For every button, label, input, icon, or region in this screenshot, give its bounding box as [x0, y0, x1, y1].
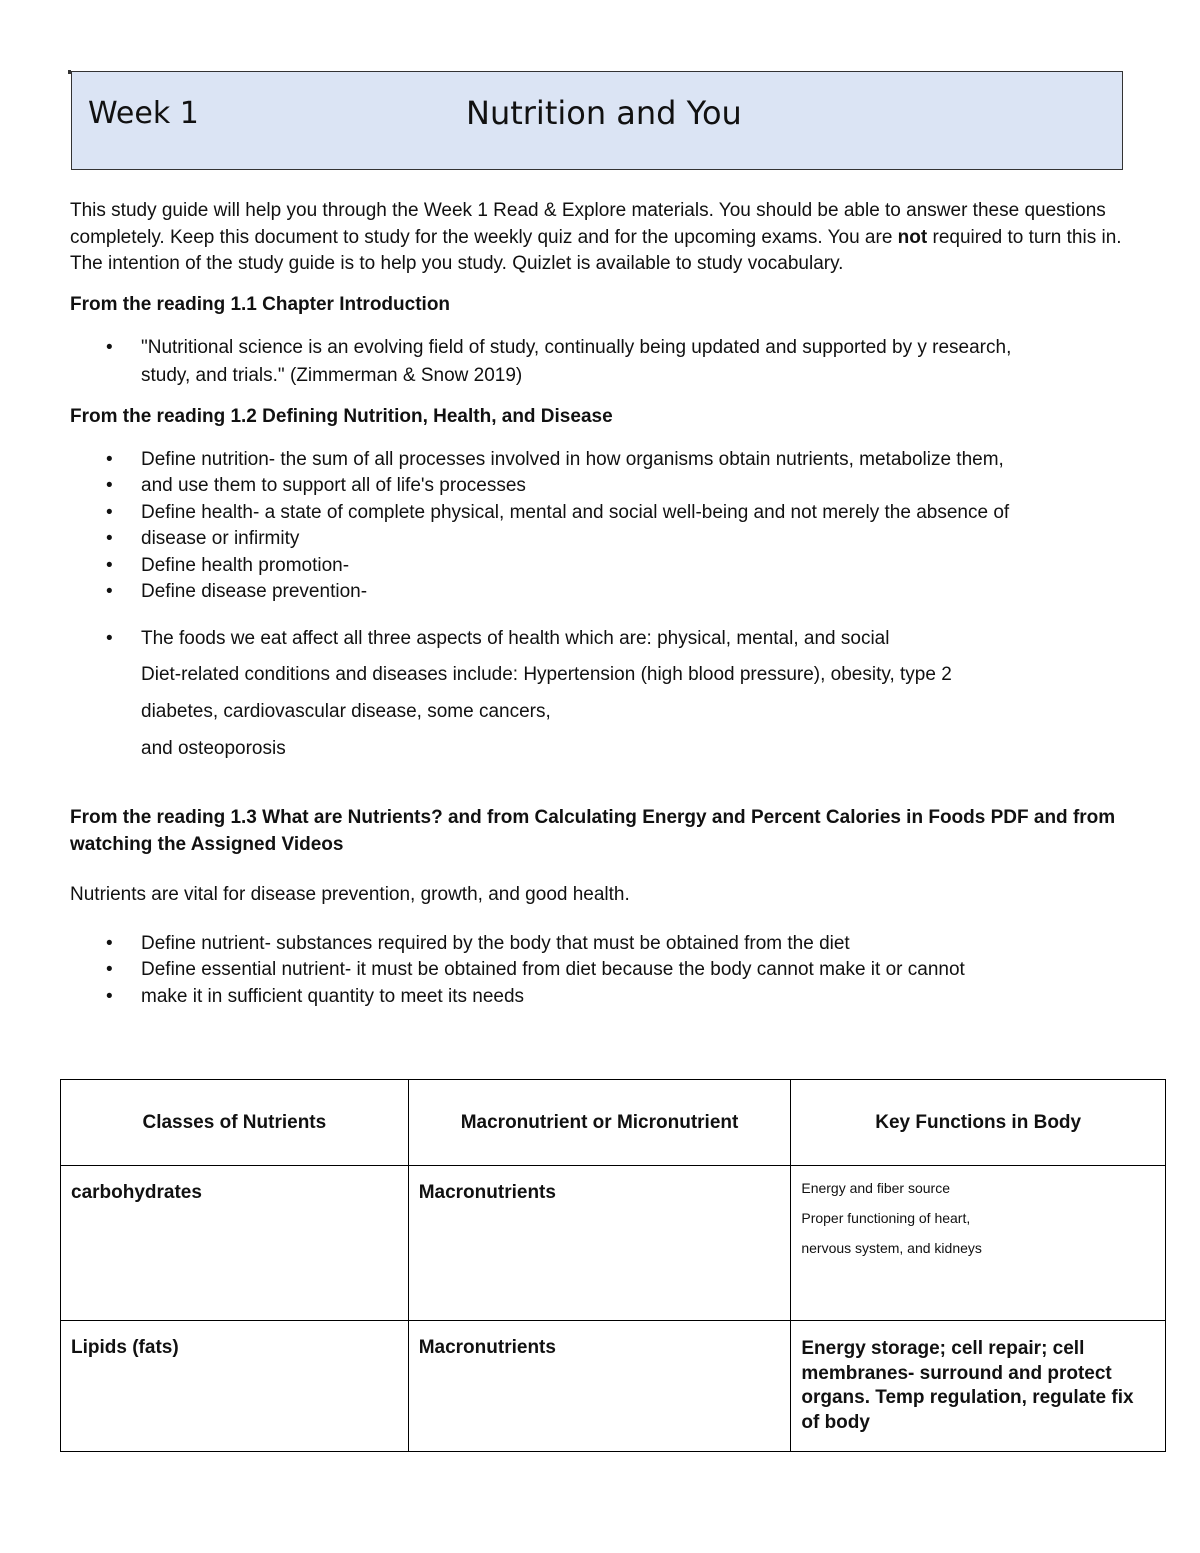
list-item: • The foods we eat affect all three aspects of health which are: physical, mental, and social — [70, 626, 1140, 653]
nutrients-paragraph: Nutrients are vital for disease prevention, growth, and good health. — [70, 884, 630, 905]
list-item: • Define health promotion- — [70, 553, 1140, 580]
intro-text-2: required to turn this in. The intention of the study guide is to help you study. Quizlet is available to study vocabulary. — [70, 226, 1122, 274]
function-line: Energy and fiber source — [801, 1180, 950, 1196]
function-line: nervous system, and kidneys — [801, 1240, 982, 1256]
list-item: • Define essential nutrient- it must be obtained from diet because the body cannot make it or cannot — [70, 957, 1140, 984]
document-body — [70, 198, 1140, 1010]
column-header: Key Functions in Body — [791, 1080, 1166, 1166]
table-row — [61, 1321, 1166, 1452]
section3-heading: From the reading 1.3 What are Nutrients? and from Calculating Energy and Percent Calories in Foods PDF and from watching the Assigned Videos — [70, 807, 1116, 855]
list-item: • and use them to support all of life's processes — [70, 473, 1140, 500]
section1-list — [70, 334, 1140, 390]
section2-list-2 — [70, 626, 1140, 653]
list-item: • Define health- a state of complete physical, mental and social well-being and not merely the absence of — [70, 500, 1140, 527]
list-item: • disease or infirmity — [70, 526, 1140, 553]
section2-heading: From the reading 1.2 Defining Nutrition, Health, and Disease — [70, 406, 613, 427]
table-header-row — [61, 1080, 1166, 1166]
column-header: Classes of Nutrients — [61, 1080, 409, 1166]
text-line: and osteoporosis — [141, 738, 286, 759]
table-row — [61, 1166, 1166, 1321]
table-cell: carbohydrates — [61, 1166, 409, 1321]
table-cell: Macronutrients — [408, 1166, 791, 1321]
nutrients-table — [60, 1079, 1166, 1452]
text-line: diabetes, cardiovascular disease, some cancers, — [141, 701, 551, 722]
list-item: • Define nutrition- the sum of all processes involved in how organisms obtain nutrients, metabolize them, — [70, 447, 1140, 474]
list-item: • Define nutrient- substances required by the body that must be obtained from the diet — [70, 931, 1140, 958]
section1-heading: From the reading 1.1 Chapter Introduction — [70, 293, 451, 315]
list-item: • Define disease prevention- — [70, 579, 1140, 606]
text-line: Diet-related conditions and diseases include: Hypertension (high blood pressure), obesity, type 2 — [141, 664, 952, 685]
list-item: • "Nutritional science is an evolving field of study, continually being updated and supported by y research, study, and trials." (Zimmerman & Snow 2019) — [70, 334, 1041, 390]
table-cell: Lipids (fats) — [61, 1321, 409, 1452]
function-line: Proper functioning of heart, — [801, 1210, 971, 1226]
section3-list — [70, 931, 1140, 1011]
list-item: • make it in sufficient quantity to meet its needs — [70, 984, 1140, 1011]
page-title: Nutrition and You — [466, 94, 742, 132]
title-banner — [71, 71, 1123, 170]
column-header: Macronutrient or Micronutrient — [408, 1080, 791, 1166]
intro-text-1: This study guide will help you through the Week 1 Read & Explore materials. You should be able to answer these questions completely. Keep this document to study for the weekly quiz and for the upcoming exams. You are — [70, 200, 1106, 248]
section2-list — [70, 447, 1140, 606]
intro-emphasis: not — [897, 226, 928, 248]
table-cell: Energy storage; cell repair; cell membranes- surround and protect organs. Temp regulation, regulate fix of body — [791, 1321, 1166, 1452]
diet-conditions-block — [70, 656, 1140, 767]
intro-paragraph — [70, 198, 1140, 278]
table-cell — [791, 1166, 1166, 1321]
week-label: Week 1 — [88, 96, 199, 131]
table-cell: Macronutrients — [408, 1321, 791, 1452]
